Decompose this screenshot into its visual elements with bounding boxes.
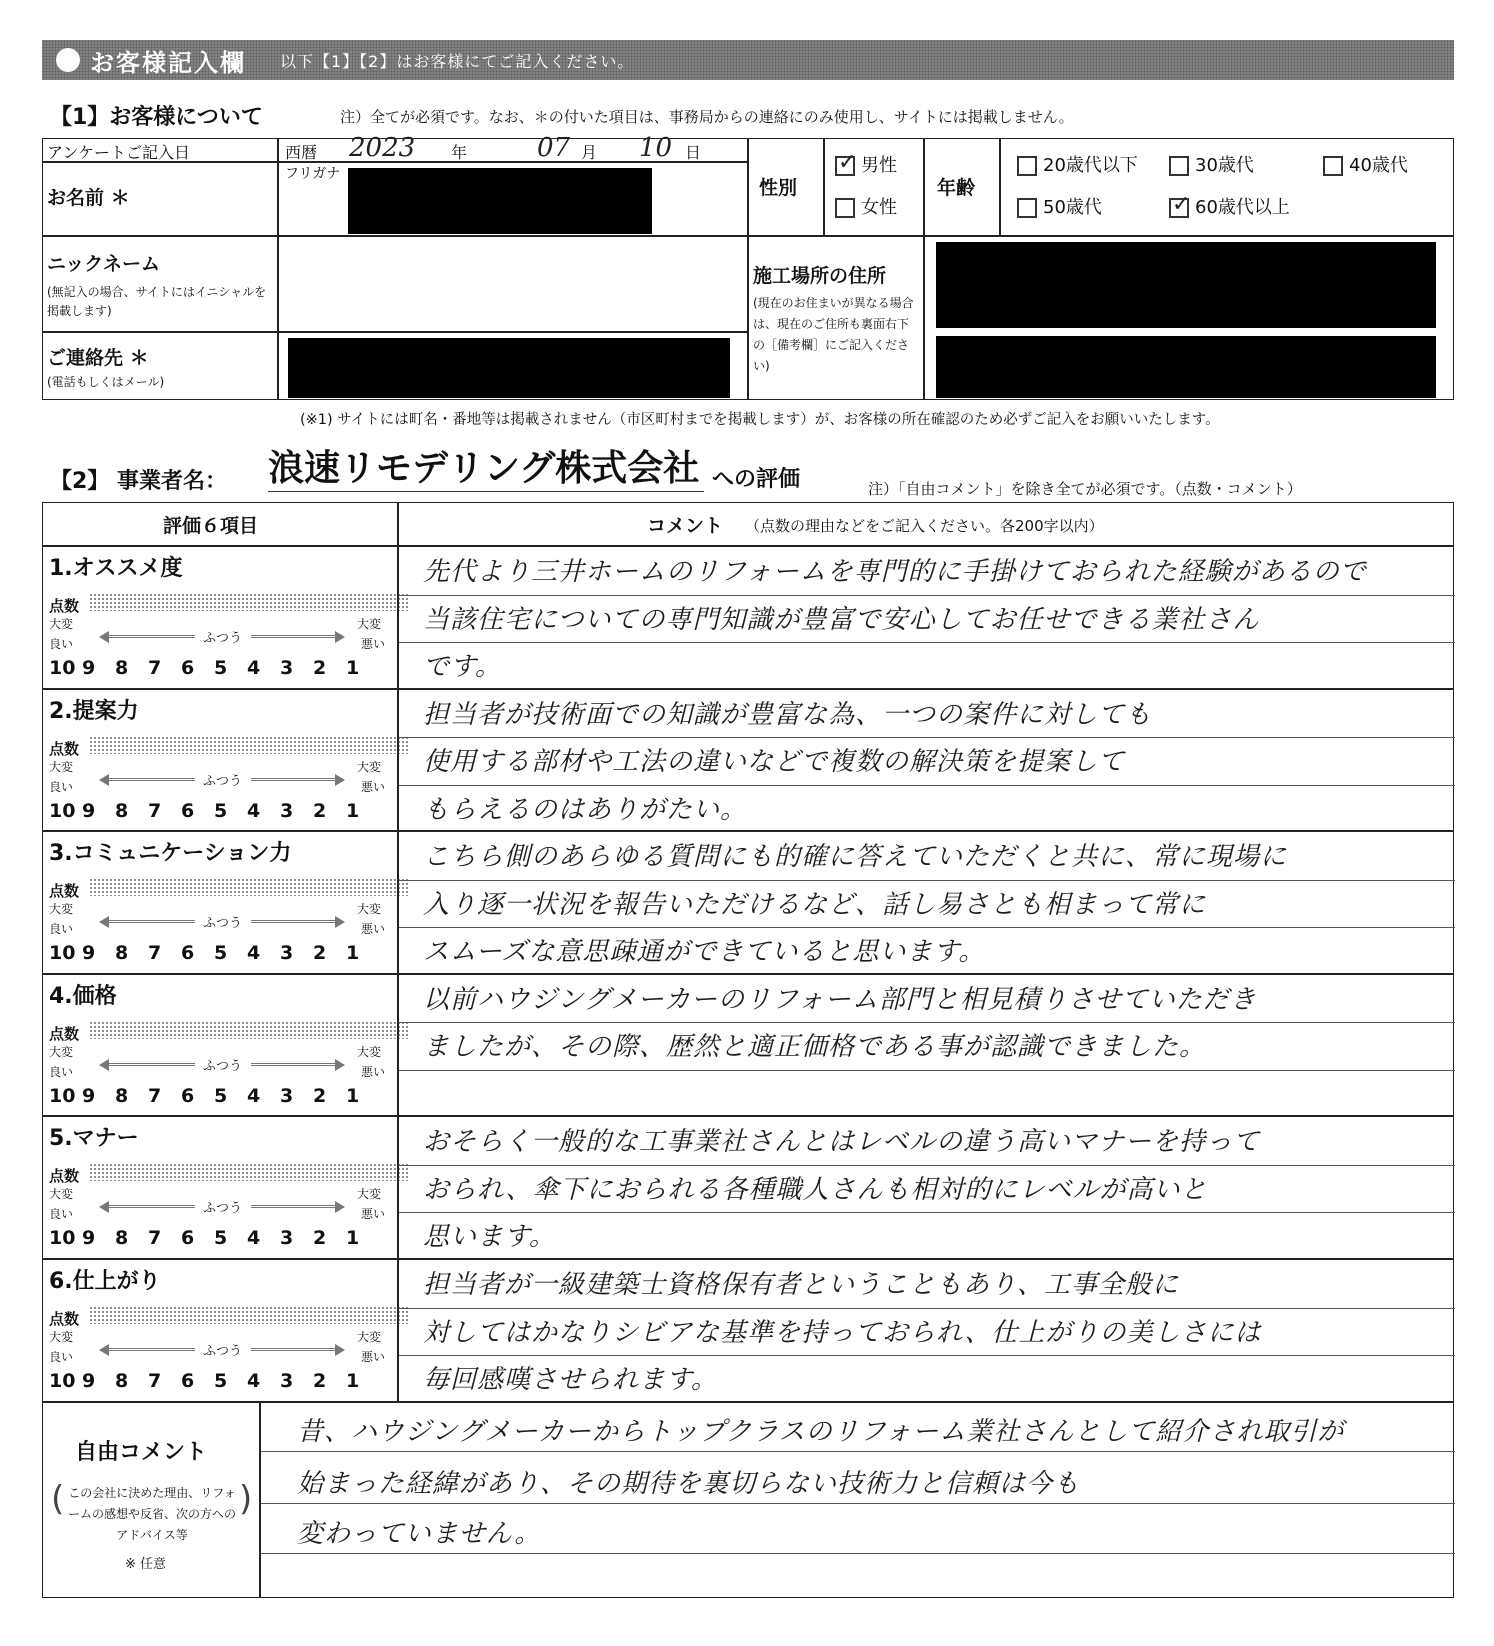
score-numbers — [49, 657, 379, 679]
checkbox-checked-icon[interactable] — [835, 156, 855, 176]
scale-left-bottom: 良い — [49, 1065, 74, 1079]
scale-arrow-right — [251, 920, 337, 923]
scale-left-bottom: 良い — [49, 780, 74, 794]
score-option[interactable]: 7 — [148, 1085, 162, 1107]
criterion-title: 5.マナー — [49, 1126, 139, 1151]
score-option[interactable]: 2 — [313, 1370, 327, 1392]
redacted-contact — [288, 338, 730, 398]
scale-arrow-left — [107, 1205, 195, 1208]
score-option[interactable]: 1 — [346, 800, 360, 822]
score-numbers — [49, 1085, 379, 1107]
free-comment-line-2: 始まった経緯があり、その期待を裏切らない技術力と信頼は今も — [297, 1469, 1081, 1499]
comment-line: 毎回感嘆させられます。 — [423, 1365, 718, 1395]
score-option[interactable]: 4 — [247, 1085, 261, 1107]
comment-line: 思います。 — [423, 1222, 556, 1252]
score-option[interactable]: 2 — [313, 1085, 327, 1107]
score-option[interactable]: 6 — [181, 942, 195, 964]
section1-footnote: (※1) サイトには町名・番地等は掲載されません（市区町村までを掲載します）が、お客様の所在確認のため必ずご記入をお願いいたします。 — [300, 412, 1220, 428]
comment-header-note: （点数の理由などをご記入ください。各200字以内） — [745, 517, 1104, 535]
score-option[interactable]: 1 — [346, 1227, 360, 1249]
scale-left-bottom: 良い — [49, 922, 74, 936]
scale-right-bottom: 悪い — [361, 1065, 386, 1079]
score-band — [89, 593, 409, 611]
score-option[interactable]: 6 — [181, 657, 195, 679]
score-option[interactable]: 6 — [181, 1370, 195, 1392]
section1-note: 注）全てが必須です。なお、＊の付いた項目は、事務局からの連絡にのみ使用し、サイトには掲載しません。 — [340, 108, 1074, 126]
section2-note: 注）「自由コメント」を除き全てが必須です。（点数・コメント） — [868, 480, 1302, 498]
score-option[interactable]: 9 — [82, 800, 96, 822]
comment-line: 使用する部材や工法の違いなどで複数の解決策を提案して — [423, 747, 1126, 777]
date-year: 2023 — [349, 133, 416, 163]
comment-line: 担当者が一級建築士資格保有者ということもあり、工事全般に — [423, 1270, 1180, 1300]
redacted-address-2 — [936, 336, 1436, 398]
ruled-line — [399, 1165, 1455, 1166]
ruled-line — [261, 1553, 1455, 1554]
scale-left-bottom: 良い — [49, 1350, 74, 1364]
score-numbers — [49, 1370, 379, 1392]
section1-title: 【1】お客様について — [50, 105, 263, 130]
comment-line: 先代より三井ホームのリフォームを専門的に手掛けておられた経験があるので — [423, 557, 1367, 587]
score-option[interactable]: 4 — [247, 800, 261, 822]
scale-arrow-right — [251, 635, 337, 638]
score-numbers — [49, 800, 379, 822]
score-option[interactable]: 10 — [49, 1085, 76, 1107]
score-option[interactable]: 9 — [82, 1227, 96, 1249]
scale-right-top: 大変 — [357, 1187, 382, 1201]
comment-line: もらえるのはありがたい。 — [423, 795, 748, 825]
score-band — [89, 1163, 409, 1181]
score-option[interactable]: 8 — [115, 800, 129, 822]
arrow-right-icon — [335, 631, 345, 643]
ruled-line — [399, 880, 1455, 881]
free-comment-cell[interactable] — [260, 1402, 1454, 1598]
scale-arrow-right — [251, 1205, 337, 1208]
contact-label: ご連絡先 ＊ — [47, 347, 149, 369]
right-paren-icon: ) — [239, 1479, 253, 1519]
age-option-20s[interactable] — [1017, 151, 1138, 177]
comment-line: 対してはかなりシビアな基準を持っておられ、仕上がりの美しさには — [423, 1318, 1262, 1348]
bullet-icon — [56, 48, 80, 72]
score-option[interactable]: 1 — [346, 657, 360, 679]
ruled-line — [399, 595, 1455, 596]
score-label: 点数 — [49, 1167, 80, 1185]
arrow-right-icon — [335, 1344, 345, 1356]
scale-right-top: 大変 — [357, 902, 382, 916]
scale-right-top: 大変 — [357, 617, 382, 631]
score-option[interactable]: 1 — [346, 1085, 360, 1107]
scale-arrow-left — [107, 1348, 195, 1351]
checkbox-checked-icon[interactable] — [1169, 198, 1189, 218]
scale-arrow-left — [107, 635, 195, 638]
comment-line: 担当者が技術面での知識が豊富な為、一つの案件に対しても — [423, 700, 1153, 730]
score-option[interactable]: 3 — [280, 657, 294, 679]
score-option[interactable]: 6 — [181, 1227, 195, 1249]
score-option[interactable]: 6 — [181, 1085, 195, 1107]
score-option[interactable]: 8 — [115, 942, 129, 964]
score-label: 点数 — [49, 882, 80, 900]
redacted-address-1 — [936, 242, 1436, 328]
scale-left-bottom: 良い — [49, 637, 74, 651]
comment-line: おそらく一般的な工事業社さんとはレベルの違う高いマナーを持って — [423, 1127, 1261, 1157]
scale-left-top: 大変 — [49, 1187, 74, 1201]
score-option[interactable]: 5 — [214, 800, 228, 822]
scale-left-top: 大変 — [49, 760, 74, 774]
header-title: お客様記入欄 — [90, 48, 246, 77]
ruled-line — [399, 1355, 1455, 1356]
checkbox-icon[interactable] — [1169, 156, 1189, 176]
header-subtitle: 以下【1】【2】はお客様にてご記入ください。 — [280, 51, 635, 71]
gender-male-label: 男性 — [861, 155, 897, 176]
checkbox-icon[interactable] — [835, 198, 855, 218]
score-option[interactable]: 3 — [280, 1227, 294, 1249]
scale-arrow-right — [251, 1063, 337, 1066]
score-option[interactable]: 2 — [313, 657, 327, 679]
ruled-line — [399, 927, 1455, 928]
scale-left-top: 大変 — [49, 617, 74, 631]
left-paren-icon: ( — [51, 1479, 65, 1519]
comment-line: 以前ハウジングメーカーのリフォーム部門と相見積りさせていただき — [423, 985, 1257, 1015]
arrow-right-icon — [335, 774, 345, 786]
scale-left-top: 大変 — [49, 902, 74, 916]
score-option[interactable]: 5 — [214, 1085, 228, 1107]
age-30s-label: 30歳代 — [1195, 155, 1254, 176]
date-day: 10 — [639, 133, 673, 163]
score-option[interactable]: 10 — [49, 942, 76, 964]
score-label: 点数 — [49, 1025, 80, 1043]
score-numbers — [49, 942, 379, 964]
scale-left-top: 大変 — [49, 1045, 74, 1059]
section2-suffix: への評価 — [712, 467, 801, 492]
criterion-cell — [42, 689, 398, 831]
comment-line: 当該住宅についての専門知識が豊富で安心してお任せできる業社さん — [423, 605, 1260, 635]
scale-middle: ふつう — [203, 916, 243, 931]
scale-right-top: 大変 — [357, 1330, 382, 1344]
score-option[interactable]: 5 — [214, 942, 228, 964]
score-option[interactable]: 7 — [148, 657, 162, 679]
score-option[interactable]: 7 — [148, 800, 162, 822]
score-option[interactable]: 4 — [247, 942, 261, 964]
age-20s-label: 20歳代以下 — [1043, 155, 1138, 176]
score-option[interactable]: 10 — [49, 1227, 76, 1249]
score-option[interactable]: 2 — [313, 1227, 327, 1249]
score-band — [89, 1021, 409, 1039]
score-option[interactable]: 2 — [313, 942, 327, 964]
scale-middle: ふつう — [203, 631, 243, 646]
arrow-right-icon — [335, 916, 345, 928]
month-unit: 月 — [581, 143, 598, 162]
comment-cell[interactable] — [398, 974, 1454, 1116]
score-option[interactable]: 1 — [346, 942, 360, 964]
scale-middle: ふつう — [203, 1059, 243, 1074]
criterion-title: 4.価格 — [49, 984, 117, 1009]
score-option[interactable]: 5 — [214, 1227, 228, 1249]
day-unit: 日 — [685, 143, 702, 162]
items-header-cell — [42, 502, 398, 546]
criterion-title: 3.コミュニケーション力 — [49, 841, 292, 866]
comment-line: です。 — [423, 652, 502, 682]
score-option[interactable]: 4 — [247, 1227, 261, 1249]
comment-cell[interactable] — [398, 689, 1454, 831]
comment-header-cell — [398, 502, 1454, 546]
scale-right-bottom: 悪い — [361, 1350, 386, 1364]
age-50s-label: 50歳代 — [1043, 197, 1102, 218]
free-comment-note: この会社に決めた理由、リフォームの感想や反省、次の方へのアドバイス等 — [67, 1486, 236, 1542]
score-option[interactable]: 2 — [313, 800, 327, 822]
checkbox-icon[interactable] — [1017, 198, 1037, 218]
age-60s-label: 60歳代以上 — [1195, 197, 1290, 218]
gender-label-cell — [748, 138, 824, 236]
comment-line: こちら側のあらゆる質問にも的確に答えていただくと共に、常に現場に — [423, 842, 1288, 872]
age-option-60s[interactable] — [1169, 193, 1290, 219]
score-option[interactable]: 3 — [280, 1370, 294, 1392]
score-option[interactable]: 3 — [280, 942, 294, 964]
score-option[interactable]: 10 — [49, 800, 76, 822]
score-option[interactable]: 9 — [82, 942, 96, 964]
score-option[interactable]: 8 — [115, 1085, 129, 1107]
name-label-cell — [42, 162, 278, 236]
comment-cell[interactable] — [398, 546, 1454, 689]
score-option[interactable]: 8 — [115, 657, 129, 679]
scale-right-bottom: 悪い — [361, 1207, 386, 1221]
survey-date-label: アンケートご記入日 — [47, 143, 191, 162]
nickname-note: (無記入の場合、サイトにはイニシャルを掲載します) — [47, 285, 267, 318]
score-label: 点数 — [49, 1310, 80, 1328]
scale-right-bottom: 悪い — [361, 637, 386, 651]
scale-left-top: 大変 — [49, 1330, 74, 1344]
ruled-line — [399, 642, 1455, 643]
comment-line: 入り逐一状況を報告いただけるなど、話し易さとも相まって常に — [423, 890, 1207, 920]
score-option[interactable]: 3 — [280, 800, 294, 822]
scale-middle: ふつう — [203, 1344, 243, 1359]
furigana-label: フリガナ — [285, 166, 341, 182]
criterion-cell — [42, 831, 398, 974]
score-option[interactable]: 10 — [49, 657, 76, 679]
age-label-cell — [924, 138, 1000, 236]
score-option[interactable]: 9 — [82, 1085, 96, 1107]
ruled-line — [399, 1308, 1455, 1309]
score-option[interactable]: 9 — [82, 1370, 96, 1392]
comment-cell[interactable] — [398, 831, 1454, 974]
address-label-cell — [748, 236, 924, 400]
items-header: 評価６項目 — [163, 515, 259, 537]
nickname-cell[interactable] — [278, 236, 748, 332]
criterion-cell — [42, 974, 398, 1116]
score-option[interactable]: 6 — [181, 800, 195, 822]
address-note: (現在のお住まいが異なる場合は、現在のご住所も裏面右下の［備考欄］にご記入ください) — [753, 296, 914, 373]
free-comment-line-3: 変わっていません。 — [297, 1519, 542, 1549]
score-option[interactable]: 8 — [115, 1227, 129, 1249]
name-label: お名前 ＊ — [47, 187, 130, 209]
redacted-name — [348, 168, 652, 234]
gender-option-male[interactable] — [835, 151, 897, 177]
gender-label: 性別 — [759, 177, 798, 199]
ruled-line — [399, 737, 1455, 738]
score-option[interactable]: 1 — [346, 1370, 360, 1392]
comment-line: スムーズな意思疎通ができていると思います。 — [423, 937, 986, 967]
comment-line: ましたが、その際、歴然と適正価格である事が認識できました。 — [423, 1032, 1207, 1062]
era-label: 西暦 — [285, 143, 318, 162]
scale-right-top: 大変 — [357, 1045, 382, 1059]
score-band — [89, 1306, 409, 1324]
nickname-label: ニックネーム — [47, 253, 161, 275]
scale-arrow-left — [107, 778, 195, 781]
score-option[interactable]: 8 — [115, 1370, 129, 1392]
score-option[interactable]: 4 — [247, 657, 261, 679]
criterion-cell — [42, 1259, 398, 1402]
gender-options-cell — [824, 138, 924, 236]
age-label: 年齢 — [937, 177, 976, 199]
free-comment-optional: ※ 任意 — [125, 1557, 167, 1572]
score-band — [89, 878, 409, 896]
checkbox-icon[interactable] — [1017, 156, 1037, 176]
score-label: 点数 — [49, 597, 80, 615]
free-comment-label-cell — [42, 1402, 260, 1598]
scale-right-top: 大変 — [357, 760, 382, 774]
checkbox-icon[interactable] — [1323, 156, 1343, 176]
ruled-line — [399, 1212, 1455, 1213]
arrow-right-icon — [335, 1201, 345, 1213]
score-band — [89, 736, 409, 754]
scale-right-bottom: 悪い — [361, 780, 386, 794]
form-header — [42, 40, 1454, 80]
contact-note: (電話もしくはメール) — [47, 375, 165, 389]
year-unit: 年 — [451, 143, 468, 162]
criterion-title: 2.提案力 — [49, 699, 139, 724]
gender-female-label: 女性 — [861, 197, 897, 218]
scale-arrow-left — [107, 1063, 195, 1066]
comment-line: おられ、傘下におられる各種職人さんも相対的にレベルが高いと — [423, 1175, 1208, 1205]
criterion-cell — [42, 546, 398, 689]
scale-left-bottom: 良い — [49, 1207, 74, 1221]
company-name: 浪速リモデリング株式会社 — [268, 440, 704, 492]
ruled-line — [261, 1451, 1455, 1452]
comment-cell[interactable] — [398, 1259, 1454, 1402]
scale-middle: ふつう — [203, 1201, 243, 1216]
free-comment-line-1: 昔、ハウジングメーカーからトップクラスのリフォーム業社さんとして紹介され取引が — [297, 1417, 1345, 1447]
age-option-30s[interactable] — [1169, 151, 1254, 177]
criterion-title: 6.仕上がり — [49, 1269, 161, 1294]
address-label: 施工場所の住所 — [753, 265, 887, 287]
section2-prefix: 【2】 事業者名： — [50, 469, 227, 494]
score-option[interactable]: 4 — [247, 1370, 261, 1392]
comment-cell[interactable] — [398, 1116, 1454, 1259]
gender-option-female[interactable] — [835, 193, 897, 219]
score-option[interactable]: 3 — [280, 1085, 294, 1107]
contact-label-cell — [42, 332, 278, 400]
ruled-line — [261, 1503, 1455, 1504]
criterion-cell — [42, 1116, 398, 1259]
score-option[interactable]: 7 — [148, 1370, 162, 1392]
score-option[interactable]: 7 — [148, 1227, 162, 1249]
date-month: 07 — [537, 133, 571, 163]
scale-right-bottom: 悪い — [361, 922, 386, 936]
scale-middle: ふつう — [203, 774, 243, 789]
age-option-50s[interactable] — [1017, 193, 1102, 219]
nickname-label-cell — [42, 236, 278, 332]
ruled-line — [399, 785, 1455, 786]
ruled-line — [399, 1070, 1455, 1071]
scale-arrow-right — [251, 778, 337, 781]
free-comment-title: 自由コメント — [75, 1440, 208, 1465]
comment-header: コメント — [647, 515, 724, 537]
score-option[interactable]: 5 — [214, 1370, 228, 1392]
age-options-cell — [1000, 138, 1454, 236]
survey-date-cell[interactable] — [278, 133, 748, 163]
survey-date-label-cell — [42, 138, 278, 162]
scale-arrow-left — [107, 920, 195, 923]
score-numbers — [49, 1227, 379, 1249]
scale-arrow-right — [251, 1348, 337, 1351]
score-option[interactable]: 7 — [148, 942, 162, 964]
age-option-40s[interactable] — [1323, 151, 1408, 177]
arrow-right-icon — [335, 1059, 345, 1071]
score-option[interactable]: 9 — [82, 657, 96, 679]
score-option[interactable]: 5 — [214, 657, 228, 679]
ruled-line — [399, 1022, 1455, 1023]
criterion-title: 1.オススメ度 — [49, 556, 183, 581]
score-label: 点数 — [49, 740, 80, 758]
age-40s-label: 40歳代 — [1349, 155, 1408, 176]
score-option[interactable]: 10 — [49, 1370, 76, 1392]
